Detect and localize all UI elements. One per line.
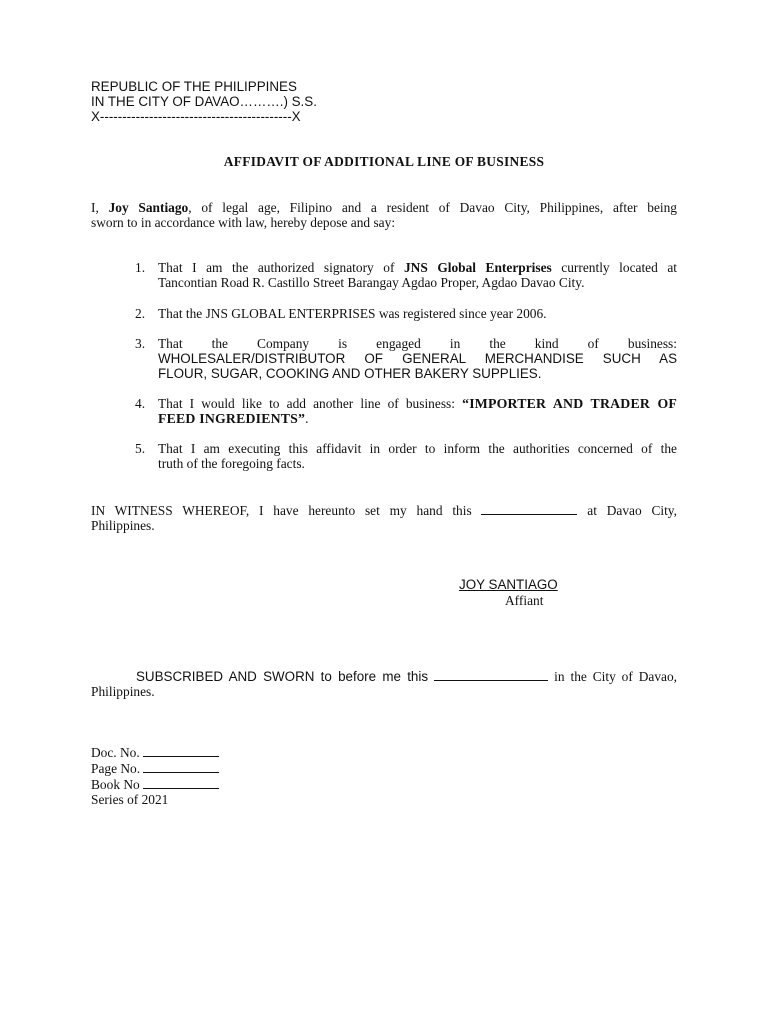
- list-item: [135, 441, 145, 456]
- witness-line-2: Philippines.: [91, 518, 155, 533]
- book-number-line: [91, 776, 219, 792]
- list-item: [135, 396, 145, 411]
- item-4-line-1: [158, 396, 677, 411]
- witness-paragraph: [91, 502, 677, 533]
- item-3-line-2: WHOLESALER/DISTRIBUTOR OF GENERAL MERCHANDISE SUCH AS: [158, 351, 677, 366]
- item-1-text-c: currently located at: [551, 260, 678, 275]
- page-number-line: [91, 760, 219, 776]
- doc-number-line: [91, 744, 219, 760]
- item-2-text: That the JNS GLOBAL ENTERPRISES was registered since year 2006.: [158, 306, 547, 321]
- doc-number-blank[interactable]: [143, 744, 219, 757]
- item-5-line-1: That I am executing this affidavit in order to inform the authorities concerned of the: [158, 441, 677, 456]
- intro-prefix: I,: [91, 200, 109, 215]
- document-title: [0, 154, 768, 169]
- subscribed-line-2: Philippines.: [91, 684, 155, 699]
- item-number: 5.: [135, 441, 146, 456]
- subscribed-date-blank[interactable]: [434, 668, 548, 681]
- page-number-blank[interactable]: [143, 760, 219, 773]
- subscribed-line-1: [91, 668, 677, 684]
- item-4-period: .: [305, 411, 309, 426]
- item-number: 3.: [135, 336, 146, 351]
- affiant-signature-name: JOY SANTIAGO: [459, 577, 558, 592]
- header-republic: REPUBLIC OF THE PHILIPPINES: [91, 79, 297, 94]
- item-1-line-2: Tancontian Road R. Castillo Street Barangay Agdao Proper, Agdao Davao City.: [158, 275, 585, 290]
- notary-details: [91, 744, 219, 807]
- header-block: [91, 79, 317, 124]
- item-1-text-a: That I am the authorized signatory of: [158, 260, 404, 275]
- signature-block: [459, 577, 599, 592]
- header-separator: X-------------------------------------------X: [91, 109, 301, 124]
- item-number: 1.: [135, 260, 146, 275]
- series-line: Series of 2021: [91, 792, 169, 807]
- document-title-text: AFFIDAVIT OF ADDITIONAL LINE OF BUSINESS: [223, 154, 545, 169]
- item-3-line-3: FLOUR, SUGAR, COOKING AND OTHER BAKERY SUPPLIES.: [158, 366, 542, 381]
- witness-text-b: at Davao City,: [577, 503, 677, 518]
- list-item: [135, 306, 145, 321]
- book-number-blank[interactable]: [143, 776, 219, 789]
- new-business-line-bold-2: FEED INGREDIENTS”: [158, 411, 306, 426]
- subscribed-text-b: in the City of Davao,: [548, 669, 678, 684]
- item-4-text-a: That I would like to add another line of business:: [158, 396, 463, 411]
- intro-line-2: sworn to in accordance with law, hereby depose and say:: [91, 215, 396, 230]
- subscribed-text-a: SUBSCRIBED AND SWORN to before me this: [136, 669, 435, 684]
- item-5-body: [158, 441, 677, 471]
- item-number: 2.: [135, 306, 146, 321]
- item-4-line-2: [158, 411, 677, 426]
- company-name-bold: JNS Global Enterprises: [403, 260, 552, 275]
- item-number: 4.: [135, 396, 146, 411]
- witness-line-1: [91, 502, 677, 518]
- item-4-body: [158, 396, 677, 426]
- doc-number-label: Doc. No.: [91, 745, 144, 760]
- witness-text-a: IN WITNESS WHEREOF, I have hereunto set my hand this: [91, 503, 482, 518]
- affiant-label: [505, 593, 543, 608]
- item-5-line-2: truth of the foregoing facts.: [158, 456, 305, 471]
- page-number-label: Page No.: [91, 761, 144, 776]
- intro-line-1: [91, 200, 677, 215]
- witness-date-blank[interactable]: [481, 502, 577, 515]
- item-3-body: [158, 336, 677, 381]
- header-city: IN THE CITY OF DAVAO……….) S.S.: [91, 94, 317, 109]
- item-2-body: [158, 306, 677, 321]
- subscribed-paragraph: [91, 668, 677, 699]
- book-number-label: Book No: [91, 777, 144, 792]
- item-1-body: [158, 260, 677, 290]
- intro-text-1: , of legal age, Filipino and a resident of Davao City, Philippines, after being: [188, 200, 677, 215]
- affiant-name-bold: Joy Santiago: [108, 200, 189, 215]
- affiant-role: Affiant: [505, 593, 544, 608]
- new-business-line-bold-1: “IMPORTER AND TRADER OF: [462, 396, 677, 411]
- intro-paragraph: [91, 200, 677, 230]
- item-1-line-1: [158, 260, 677, 275]
- item-3-line-1: That the Company is engaged in the kind of business:: [158, 336, 677, 351]
- list-item: [135, 336, 145, 351]
